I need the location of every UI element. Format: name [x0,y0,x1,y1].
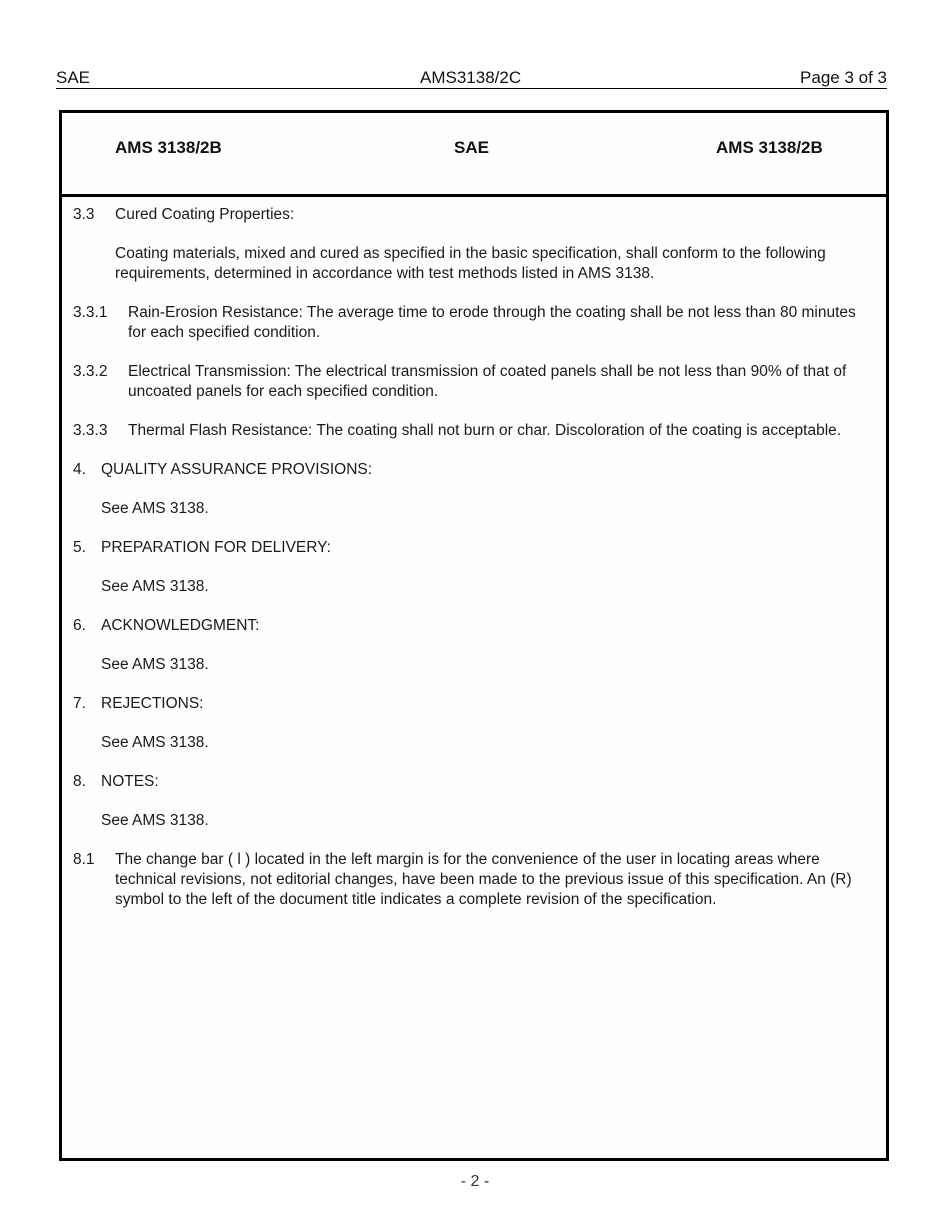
inner-header-doc-right: AMS 3138/2B [716,138,823,157]
section-title: QUALITY ASSURANCE PROVISIONS: [101,461,373,478]
section-number: 3.3 [73,206,95,223]
section-number: 3.3.1 [73,304,108,321]
section-5 [73,538,863,558]
section-title: Cured Coating Properties: [115,206,295,223]
section-3-3-body: Coating materials, mixed and cured as specified in the basic specification, shall conform to the following requirements, determined in accordance with test methods listed in AMS 3138. [115,245,826,282]
section-title: PREPARATION FOR DELIVERY: [101,539,331,556]
section-6 [73,616,863,636]
section-title: REJECTIONS: [101,695,204,712]
section-title: ACKNOWLEDGMENT: [101,617,260,634]
section-5-body: See AMS 3138. [101,578,209,595]
header-doc-number: AMS3138/2C [420,68,522,87]
section-text: Thermal Flash Resistance: The coating shall not burn or char. Discoloration of the coating is acceptable. [128,422,842,439]
section-3-3-1 [73,303,863,343]
section-number: 8. [73,773,86,790]
section-number: 3.3.2 [73,363,108,380]
section-6-body: See AMS 3138. [101,656,209,673]
section-4-body: See AMS 3138. [101,500,209,517]
section-number: 5. [73,539,86,556]
section-8-body: See AMS 3138. [101,812,209,829]
section-3-3-2 [73,362,863,402]
inner-header-org: SAE [454,138,489,157]
section-8 [73,772,863,792]
section-7 [73,694,863,714]
section-title: NOTES: [101,773,159,790]
section-number: 8.1 [73,851,95,868]
running-header [56,68,887,89]
section-number: 6. [73,617,86,634]
section-text: Rain-Erosion Resistance: The average time to erode through the coating shall be not less than 80 minutes for each specified condition. [128,304,856,341]
section-7-body: See AMS 3138. [101,734,209,751]
document-body [73,205,863,929]
section-3-3-3 [73,421,863,441]
section-text: The change bar ( l ) located in the left margin is for the convenience of the user in locating areas where technical revisions, not editorial changes, have been made to the previous issue of this specification. An (R) symbol to the left of the document title indicates a complete revision of the specification. [115,851,852,908]
header-page-count: Page 3 of 3 [800,68,887,87]
section-8-1 [73,850,863,910]
section-number: 4. [73,461,86,478]
section-text: Electrical Transmission: The electrical transmission of coated panels shall be not less than 90% of that of uncoated panels for each specified condition. [128,363,847,400]
section-number: 3.3.3 [73,422,108,439]
section-number: 7. [73,695,86,712]
scanned-page-frame [59,110,889,1161]
inner-header-doc-left: AMS 3138/2B [115,138,222,157]
page-number: - 2 - [460,1173,490,1190]
inner-header [62,113,886,197]
section-3-3 [73,205,863,225]
section-4 [73,460,863,480]
header-org: SAE [56,68,91,87]
